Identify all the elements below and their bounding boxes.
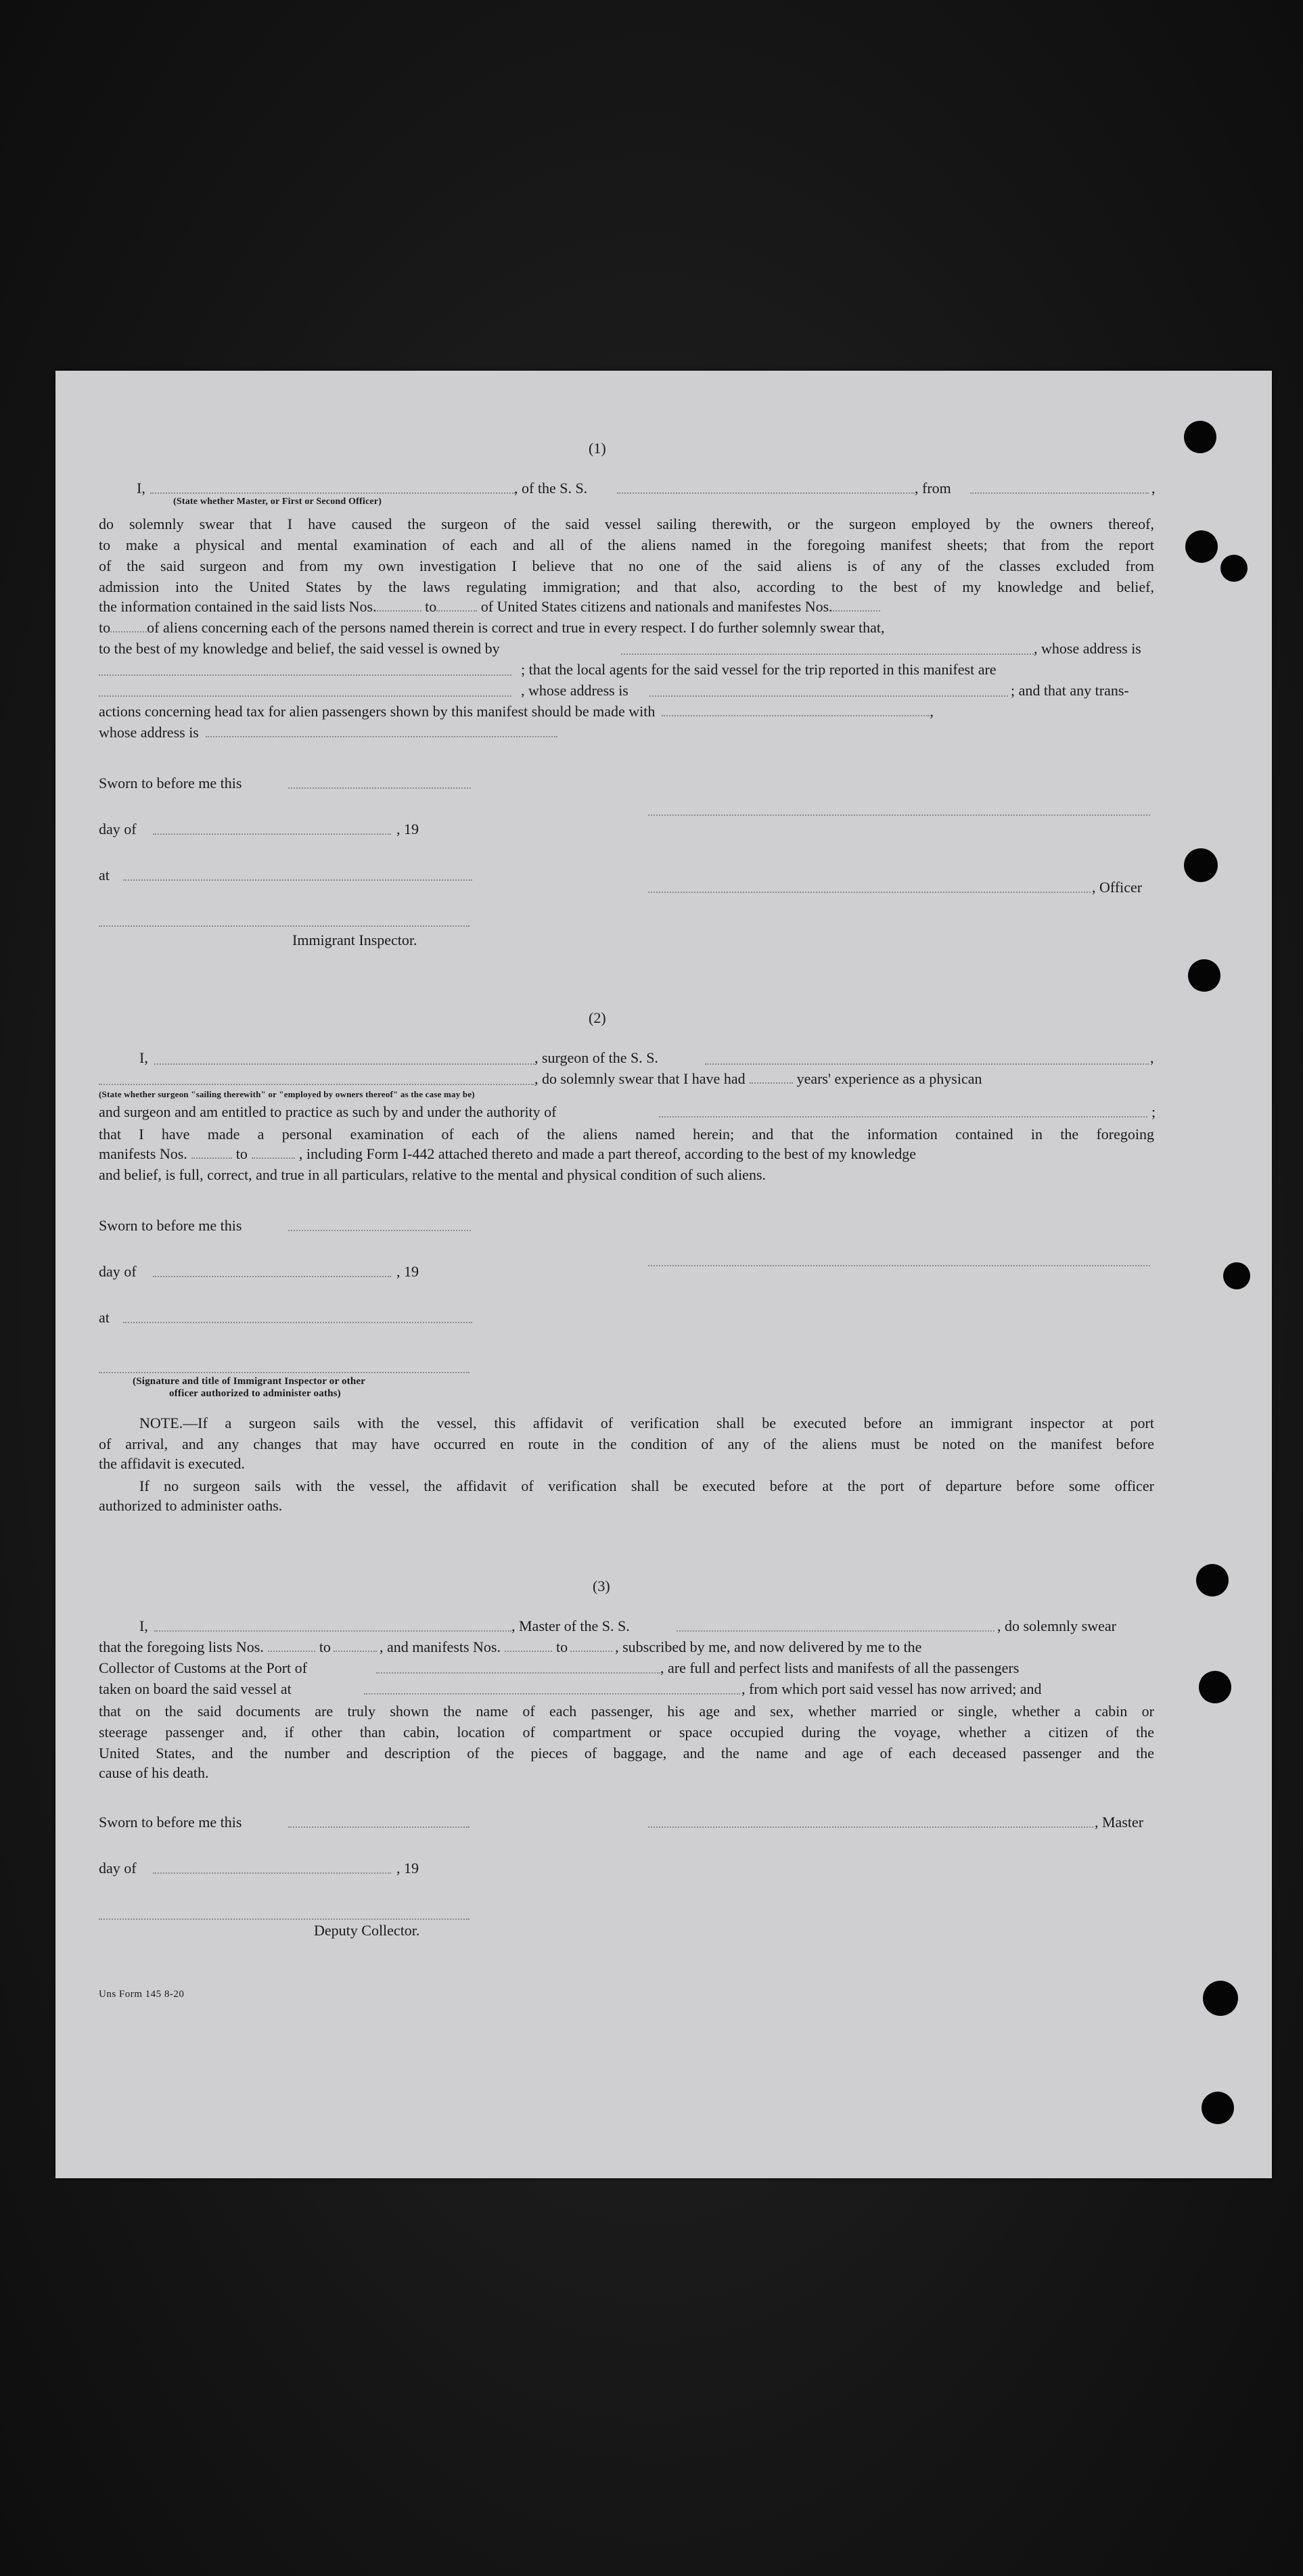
s2-l1-end: , xyxy=(1150,1049,1154,1066)
s2-day-label: day of xyxy=(99,1263,137,1280)
section-2-number: (2) xyxy=(589,1009,606,1026)
s1-from-label: , from xyxy=(915,480,951,497)
s2-manifests-from-field[interactable] xyxy=(191,1157,232,1159)
s1-line-6: to of aliens concerning each of the persons named therein is correct and true in every respect. I do further solemnly swear that, xyxy=(99,619,885,636)
s2-signature-line[interactable] xyxy=(648,1265,1150,1266)
s3-manifests-from-field[interactable] xyxy=(505,1650,552,1652)
punch-hole xyxy=(1188,959,1220,992)
s2-day-field[interactable] xyxy=(153,1276,391,1277)
section-3-number: (3) xyxy=(593,1578,610,1594)
s3-master-line[interactable] xyxy=(648,1826,1093,1828)
s3-para-line: United States, and the number and description of the pieces of baggage, and the name and age of each deceased passenger and the xyxy=(99,1745,1154,1762)
s3-master-ss-label: , Master of the S. S. xyxy=(511,1617,630,1634)
s3-sworn-label: Sworn to before me this xyxy=(99,1814,242,1831)
s3-port-field[interactable] xyxy=(376,1672,660,1674)
s1-owner-field[interactable] xyxy=(621,653,1034,655)
s1-para-line: to make a physical and mental examination of each and all of the aliens named in the foregoing manifest sheets; that from the report xyxy=(99,536,1154,553)
s1-officer-hint: (State whether Master, or First or Second Officer) xyxy=(173,497,382,507)
s1-inspector-line[interactable] xyxy=(99,925,470,927)
s1-agents-address-label: , whose address is xyxy=(521,682,628,699)
s2-note2-line: If no surgeon sails with the vessel, the affidavit of verification shall be executed before at the port of departure before some officer xyxy=(139,1477,1154,1494)
s3-para-line: cause of his death. xyxy=(99,1764,209,1781)
s1-headtax-field[interactable] xyxy=(662,714,930,716)
s1-sworn-label: Sworn to before me this xyxy=(99,775,242,791)
s2-years-field[interactable] xyxy=(750,1082,793,1084)
s1-signature-line[interactable] xyxy=(648,814,1150,816)
s2-ss-field[interactable] xyxy=(705,1063,1149,1065)
s3-lists-to-field[interactable] xyxy=(334,1650,377,1652)
s3-day-label: day of xyxy=(99,1860,137,1877)
punch-hole xyxy=(1223,1262,1250,1289)
s3-swear-label: , do solemnly swear xyxy=(997,1617,1116,1634)
s1-owner-address-field[interactable] xyxy=(99,674,511,676)
s3-deputy-label: Deputy Collector. xyxy=(314,1922,420,1939)
s1-para-line: admission into the United States by the laws regulating immigration; and that also, according to the best of my knowledge and belief, xyxy=(99,578,1154,595)
s2-at-field[interactable] xyxy=(123,1322,472,1323)
punch-hole xyxy=(1196,1564,1229,1596)
s3-board-field[interactable] xyxy=(364,1693,740,1695)
s1-sworn-field[interactable] xyxy=(288,787,471,789)
s2-surgeon-ss-label: , surgeon of the S. S. xyxy=(534,1049,658,1066)
punch-hole xyxy=(1184,421,1216,453)
s2-year-label: , 19 xyxy=(396,1263,419,1280)
s2-l5: manifests Nos. to , including Form I-442 attached thereto and made a part thereof, according to the best of my knowledge xyxy=(99,1145,916,1162)
punch-hole xyxy=(1184,848,1218,882)
s3-master-label: , Master xyxy=(1095,1814,1144,1831)
s3-day-field[interactable] xyxy=(153,1872,391,1874)
s1-ss-label: , of the S. S. xyxy=(514,480,588,497)
punch-hole xyxy=(1203,1981,1238,2016)
s1-inspector-label: Immigrant Inspector. xyxy=(292,932,417,948)
punch-hole xyxy=(1202,2092,1234,2124)
s1-line-11: whose address is xyxy=(99,723,557,742)
s1-day-field[interactable] xyxy=(153,833,391,835)
document-page xyxy=(55,371,1272,2178)
s1-officer-line[interactable] xyxy=(648,892,1091,893)
s1-at-label: at xyxy=(99,867,110,883)
s3-lists-from-field[interactable] xyxy=(268,1650,315,1652)
punch-hole xyxy=(1185,530,1218,563)
s1-agents-field[interactable] xyxy=(99,695,511,697)
s1-from-field[interactable] xyxy=(970,492,1149,494)
s3-l3-rest: , are full and perfect lists and manifests of all the passengers xyxy=(660,1659,1020,1676)
s2-l3-end: ; xyxy=(1151,1103,1156,1120)
s2-note-line: NOTE.—If a surgeon sails with the vessel, this affidavit of verification shall be executed before an immigrant inspector at port xyxy=(139,1414,1154,1431)
section-1-number: (1) xyxy=(589,440,606,457)
s2-para-line: that I have made a personal examination of each of the aliens named herein; and that the information contained in the foregoing xyxy=(99,1126,1154,1143)
s3-deputy-line[interactable] xyxy=(99,1918,470,1920)
s1-officer-label: , Officer xyxy=(1092,879,1143,896)
s1-line-10: actions concerning head tax for alien passengers shown by this manifest should be made with , xyxy=(99,703,934,720)
s1-para-line: do solemnly swear that I have caused the surgeon of the said vessel sailing therewith, or the surgeon employed by the owners thereof, xyxy=(99,515,1154,532)
s1-manifests-field[interactable] xyxy=(833,610,880,612)
s3-l4-rest: , from which port said vessel has now arrived; and xyxy=(741,1680,1042,1697)
s2-l3: and surgeon and am entitled to practice as such by and under the authority of xyxy=(99,1103,557,1120)
s2-l2: , do solemnly swear that I have had years' experience as a physican xyxy=(534,1070,982,1087)
s1-para-line: of the said surgeon and from my own investigation I believe that no one of the said aliens is of any of the classes excluded from xyxy=(99,557,1154,574)
s1-year-label: , 19 xyxy=(396,821,419,837)
s2-surgeon-type-hint: (State whether surgeon "sailing therewith" or "employed by owners thereof" as the case may be) xyxy=(99,1089,475,1099)
s1-owner-address-label: , whose address is xyxy=(1034,640,1141,657)
s2-authority-field[interactable] xyxy=(659,1116,1147,1118)
s1-agents-address-field[interactable] xyxy=(649,695,1008,697)
s2-surgeon-name-field[interactable] xyxy=(154,1063,534,1065)
s3-l2: that the foregoing lists Nos. to , and manifests Nos. to , subscribed by me, and now delivered by me to the xyxy=(99,1638,922,1655)
s2-sig-hint-1: (Signature and title of Immigrant Inspector or other xyxy=(133,1376,366,1387)
punch-hole xyxy=(1220,555,1248,582)
s2-note-line: of arrival, and any changes that may have occurred en route in the condition of any of the aliens must be noted on the manifest before xyxy=(99,1435,1154,1452)
s1-manifests-to-field[interactable] xyxy=(110,630,147,632)
s2-para-line-last: and belief, is full, correct, and true in all particulars, relative to the mental and physical condition of such aliens. xyxy=(99,1166,767,1183)
s1-ss-field[interactable] xyxy=(617,492,915,494)
s1-agents-label: ; that the local agents for the said vessel for the trip reported in this manifest are xyxy=(521,661,997,678)
s1-trans-label: ; and that any trans- xyxy=(1011,682,1129,699)
s1-day-label: day of xyxy=(99,821,137,837)
s1-from-end: , xyxy=(1151,480,1156,497)
s1-lists-to-field[interactable] xyxy=(436,610,477,612)
s3-i-label: I, xyxy=(139,1617,148,1634)
s3-para-line: that on the said documents are truly shown the name of each passenger, his age and sex, whether married or single, whether a cabin or xyxy=(99,1703,1154,1720)
s3-para-line: steerage passenger and, if other than cabin, location of compartment or space occupied during the voyage, whether a citizen of the xyxy=(99,1724,1154,1741)
s3-name-field[interactable] xyxy=(154,1630,511,1632)
s2-sworn-field[interactable] xyxy=(288,1230,471,1231)
s2-inspector-line[interactable] xyxy=(99,1372,470,1373)
s2-manifests-to-field[interactable] xyxy=(252,1157,295,1159)
s1-line-5: the information contained in the said lists Nos. to of United States citizens and nationals and manifestes Nos. xyxy=(99,597,880,616)
s2-sig-hint-2: officer authorized to administer oaths) xyxy=(169,1388,341,1399)
s3-ss-field[interactable] xyxy=(677,1630,995,1632)
s1-lists-from-field[interactable] xyxy=(377,610,421,612)
s3-manifests-to-field[interactable] xyxy=(570,1650,612,1652)
form-number: Uns Form 145 8-20 xyxy=(99,1989,185,2000)
s3-l4-label: taken on board the said vessel at xyxy=(99,1680,292,1697)
s2-at-label: at xyxy=(99,1309,110,1326)
s2-sworn-label: Sworn to before me this xyxy=(99,1217,242,1234)
s3-year-label: , 19 xyxy=(396,1860,419,1877)
s1-line-1: I, xyxy=(137,480,145,497)
s2-i-label: I, xyxy=(139,1049,148,1066)
s1-at-field[interactable] xyxy=(123,879,472,881)
punch-hole xyxy=(1199,1671,1231,1703)
s1-headtax-address-field[interactable] xyxy=(206,735,557,737)
s2-note-line: the affidavit is executed. xyxy=(99,1455,245,1472)
s1-line-7: to the best of my knowledge and belief, the said vessel is owned by xyxy=(99,640,500,657)
s3-l3-label: Collector of Customs at the Port of xyxy=(99,1659,307,1676)
s2-note2-line: authorized to administer oaths. xyxy=(99,1497,283,1514)
s3-sworn-field[interactable] xyxy=(288,1826,470,1828)
